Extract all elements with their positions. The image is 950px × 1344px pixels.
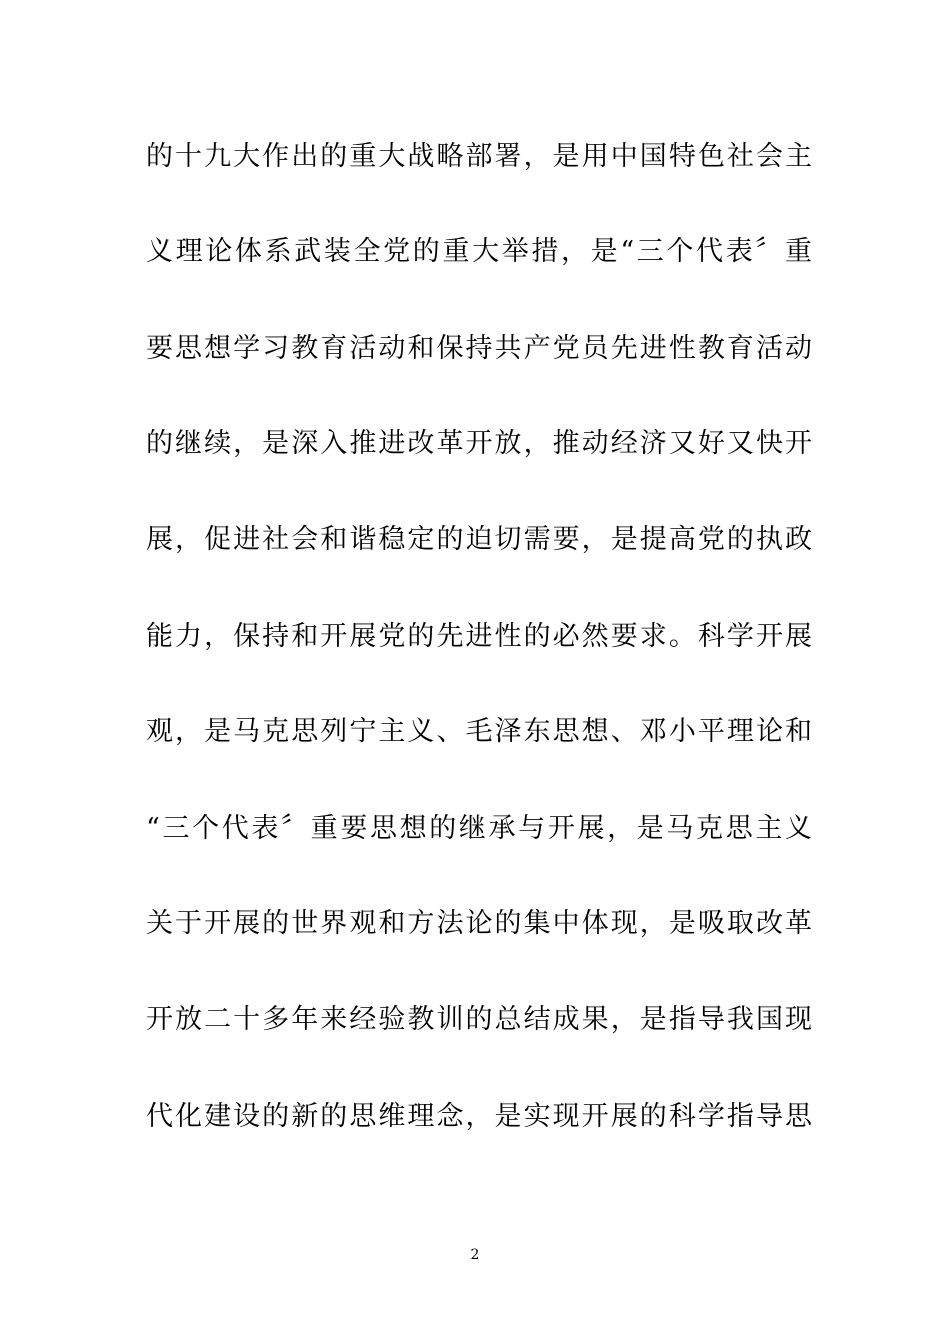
text-line: 能力，保持和开展党的先进性的必然要求。科学开展: [146, 621, 812, 652]
text-line: 关于开展的世界观和方法论的集中体现，是吸取改革: [146, 908, 812, 939]
text-line: 的继续，是深入推进改革开放，推动经济又好又快开: [146, 428, 812, 459]
text-line: 开放二十多年来经验教训的总结成果，是指导我国现: [146, 1004, 812, 1035]
text-line: “三个代表〞重要思想的继承与开展，是马克思主义: [146, 813, 812, 844]
text-line: 要思想学习教育活动和保持共产党员先进性教育活动: [146, 333, 812, 364]
text-line: 义理论体系武装全党的重大举措，是“三个代表〞重: [146, 236, 812, 267]
text-line: 观，是马克思列宁主义、毛泽东思想、邓小平理论和: [146, 716, 812, 747]
text-line: 的十九大作出的重大战略部署，是用中国特色社会主: [146, 141, 812, 172]
page-number: 2: [470, 1247, 480, 1263]
text-line: 展，促进社会和谐稳定的迫切需要，是提高党的执政: [146, 524, 812, 555]
text-line: 代化建设的新的思维理念，是实现开展的科学指导思: [146, 1101, 812, 1132]
